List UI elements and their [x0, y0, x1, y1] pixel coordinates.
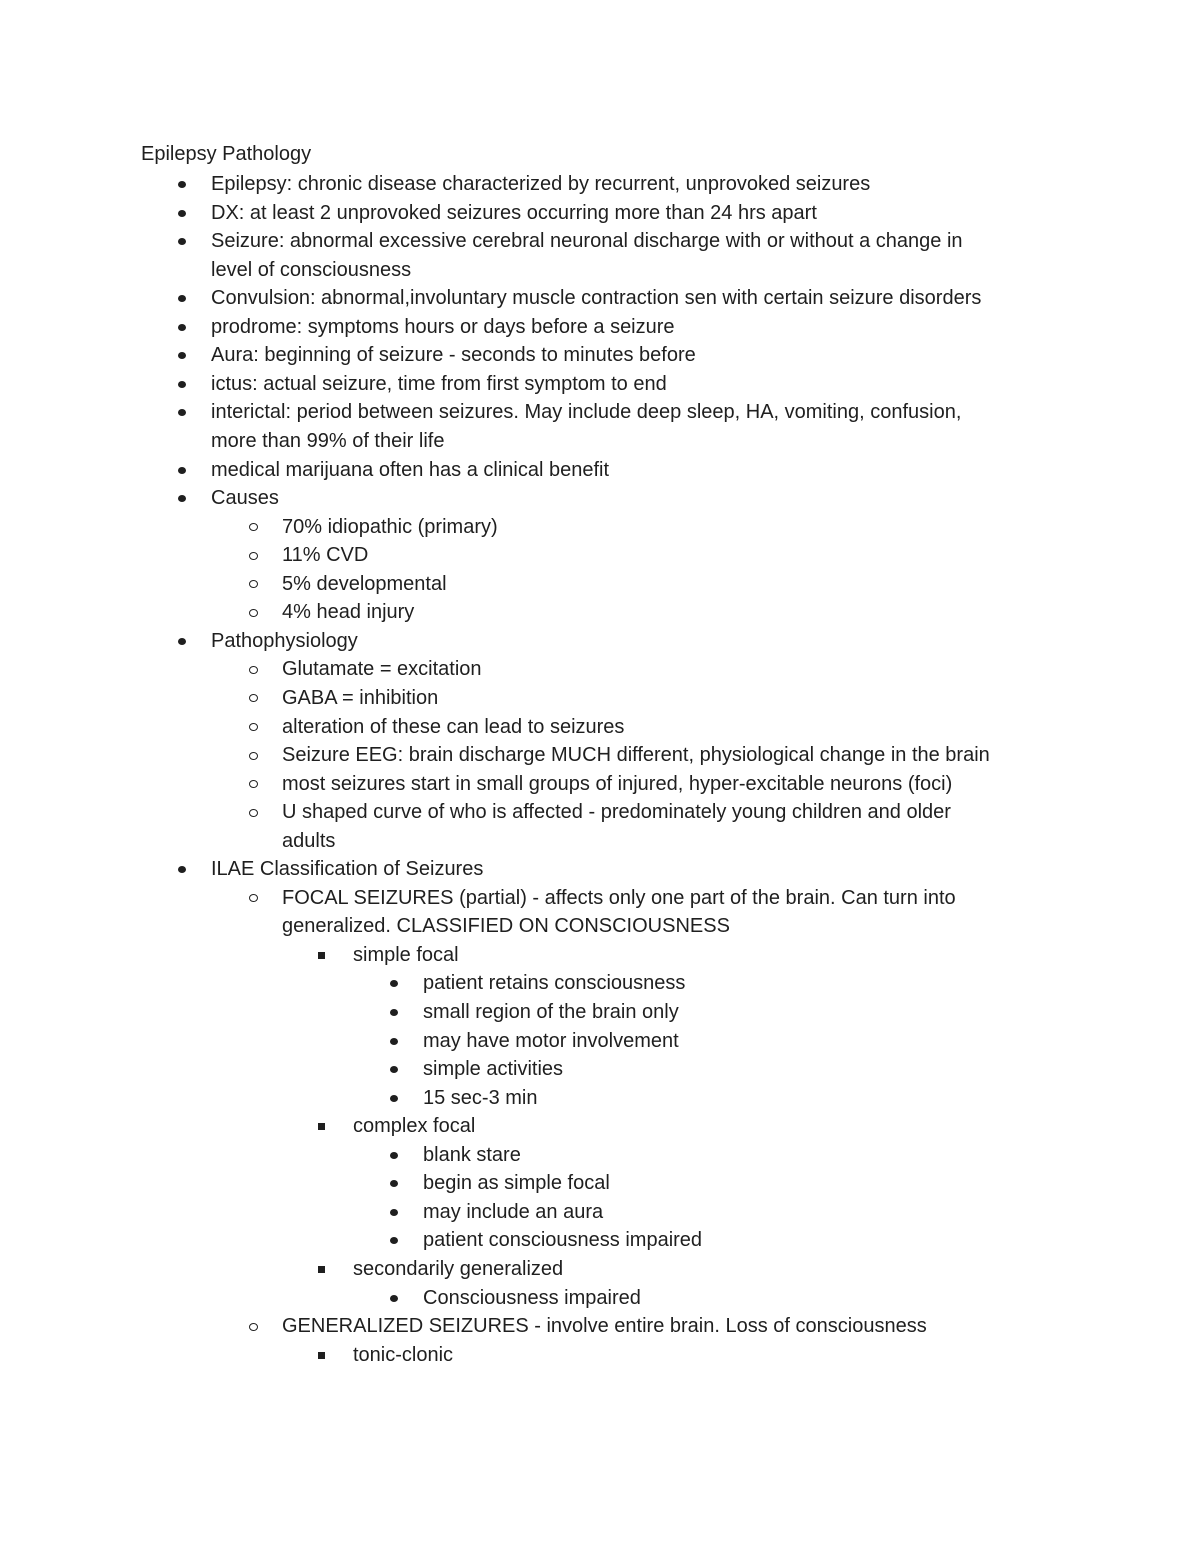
list-item-text: GENERALIZED SEIZURES - involve entire brain. Loss of consciousness: [282, 1315, 927, 1337]
list-item: [282, 798, 951, 827]
list-item: [211, 170, 870, 199]
bullet-disc-icon: [390, 1066, 398, 1073]
list-item: [211, 855, 483, 884]
bullet-disc-icon: [178, 352, 186, 359]
list-item-text: 4% head injury: [282, 601, 415, 624]
list-item: [423, 1055, 563, 1084]
list-item: [423, 1169, 610, 1198]
list-item-text: Causes: [211, 487, 279, 510]
bullet-circle-icon: [249, 723, 258, 731]
bullet-circle-icon: [249, 752, 258, 760]
list-item-text: more than 99% of their life: [211, 429, 445, 452]
bullet-circle-icon: [249, 894, 258, 902]
list-item-text: 5% developmental: [282, 572, 447, 595]
bullet-square-icon: [318, 1266, 325, 1273]
list-item-text: level of consciousness: [211, 258, 412, 281]
list-item-text: may include an aura: [423, 1200, 604, 1223]
list-item: [282, 713, 624, 742]
bullet-square-icon: [318, 1352, 325, 1359]
list-item: [423, 1027, 679, 1056]
bullet-disc-icon: [390, 1152, 398, 1159]
bullet-circle-icon: [249, 580, 258, 588]
list-item: [282, 598, 414, 627]
list-item: [282, 741, 990, 770]
bullet-square-icon: [318, 952, 325, 959]
list-item-continuation: [211, 256, 411, 285]
list-item-text: tonic-clonic: [353, 1343, 454, 1366]
bullet-disc-icon: [178, 210, 186, 217]
list-item: [211, 456, 609, 485]
bullet-circle-icon: [249, 694, 258, 702]
bullet-disc-icon: [178, 324, 186, 331]
list-item-text: begin as simple focal: [423, 1172, 610, 1195]
bullet-disc-icon: [178, 409, 186, 416]
list-item-text: secondarily generalized: [353, 1257, 564, 1280]
list-item: [282, 1312, 927, 1341]
list-item-text: patient consciousness impaired: [423, 1229, 703, 1252]
list-item: [211, 227, 963, 256]
bullet-disc-icon: [390, 1209, 398, 1216]
list-item-continuation: [211, 427, 444, 456]
list-item-text: blank stare: [423, 1143, 521, 1166]
list-item: [282, 655, 482, 684]
list-item: [423, 1141, 521, 1170]
list-item-text: may have motor involvement: [423, 1029, 679, 1052]
list-item: [211, 199, 817, 228]
list-item-text: Pathophysiology: [211, 629, 358, 652]
bullet-circle-icon: [249, 1323, 258, 1331]
bullet-square-icon: [318, 1123, 325, 1130]
list-item-text: GABA = inhibition: [282, 686, 439, 709]
list-item-text: generalized. CLASSIFIED ON CONSCIOUSNESS: [282, 915, 730, 938]
bullet-circle-icon: [249, 666, 258, 674]
list-item-text: most seizures start in small groups of injured, hyper-excitable neurons (foci): [282, 772, 953, 795]
list-item-text: ictus: actual seizure, time from first symptom to end: [211, 372, 667, 395]
list-item-text: 11% CVD: [282, 544, 369, 567]
bullet-disc-icon: [178, 495, 186, 502]
list-item: [282, 770, 952, 799]
bullet-disc-icon: [390, 1009, 398, 1016]
list-item-text: Aura: beginning of seizure - seconds to minutes before: [211, 344, 696, 367]
list-item: [353, 941, 459, 970]
list-item-text: alteration of these can lead to seizures: [282, 715, 625, 738]
list-item: [282, 570, 447, 599]
list-item: [282, 684, 438, 713]
bullet-disc-icon: [390, 1095, 398, 1102]
list-item: [353, 1341, 453, 1370]
bullet-disc-icon: [390, 1038, 398, 1045]
list-item-text: Seizure: abnormal excessive cerebral neuronal discharge with or without a change in: [211, 230, 963, 253]
bullet-disc-icon: [178, 238, 186, 245]
list-item: [282, 884, 956, 913]
list-item-text: FOCAL SEIZURES (partial) - affects only one part of the brain. Can turn into: [282, 886, 956, 909]
bullet-disc-icon: [178, 295, 186, 302]
bullet-circle-icon: [249, 780, 258, 788]
list-item: [211, 313, 675, 342]
list-item-text: adults: [282, 829, 336, 852]
bullet-disc-icon: [390, 1295, 398, 1302]
list-item-continuation: [282, 827, 335, 856]
list-item-text: Consciousness impaired: [423, 1286, 641, 1309]
list-item: [211, 341, 696, 370]
list-item-text: prodrome: symptoms hours or days before a seizure: [211, 315, 675, 338]
list-item-text: medical marijuana often has a clinical benefit: [211, 458, 609, 481]
bullet-circle-icon: [249, 809, 258, 817]
list-item-text: Glutamate = excitation: [282, 658, 482, 681]
bullet-disc-icon: [178, 181, 186, 188]
document-title: Epilepsy Pathology: [141, 143, 312, 165]
list-item-text: simple activities: [423, 1058, 564, 1081]
list-item: [211, 284, 981, 313]
list-item: [353, 1112, 475, 1141]
list-item-text: small region of the brain only: [423, 1001, 679, 1023]
list-item: [423, 1284, 641, 1313]
list-item-text: DX: at least 2 unprovoked seizures occurring more than 24 hrs apart: [211, 201, 817, 224]
list-item-text: Convulsion: abnormal,involuntary muscle contraction sen with certain seizure disorders: [211, 287, 982, 310]
bullet-disc-icon: [390, 1237, 398, 1244]
bullet-circle-icon: [249, 609, 258, 617]
bullet-circle-icon: [249, 552, 258, 560]
bullet-disc-icon: [178, 467, 186, 474]
list-item-text: U shaped curve of who is affected - predominately young children and older: [282, 801, 951, 824]
list-item: [423, 1226, 702, 1255]
bullet-disc-icon: [178, 381, 186, 388]
bullet-disc-icon: [178, 866, 186, 873]
list-item: [211, 627, 358, 656]
list-item-text: patient retains consciousness: [423, 972, 686, 995]
list-item-text: 70% idiopathic (primary): [282, 515, 498, 538]
list-item: [282, 541, 368, 570]
list-item: [353, 1255, 563, 1284]
bullet-disc-icon: [390, 980, 398, 987]
list-item-text: ILAE Classification of Seizures: [211, 858, 484, 881]
bullet-disc-icon: [390, 1180, 398, 1187]
list-item: [423, 998, 679, 1027]
list-item: [423, 1084, 538, 1113]
list-item: [211, 370, 667, 399]
list-item-text: Epilepsy: chronic disease characterized by recurrent, unprovoked seizures: [211, 173, 871, 195]
list-item-text: 15 sec-3 min: [423, 1086, 538, 1109]
list-item: [282, 513, 498, 542]
list-item-text: Seizure EEG: brain discharge MUCH different, physiological change in the brain: [282, 744, 990, 766]
list-item: [423, 1198, 603, 1227]
list-item-text: complex focal: [353, 1115, 476, 1138]
bullet-circle-icon: [249, 523, 258, 531]
list-item: [211, 398, 961, 427]
list-item-text: interictal: period between seizures. May include deep sleep, HA, vomiting, confusion,: [211, 401, 962, 424]
list-item-text: simple focal: [353, 943, 459, 966]
list-item-continuation: [282, 912, 730, 941]
list-item: [423, 969, 685, 998]
list-item: [211, 484, 279, 513]
bullet-disc-icon: [178, 638, 186, 645]
